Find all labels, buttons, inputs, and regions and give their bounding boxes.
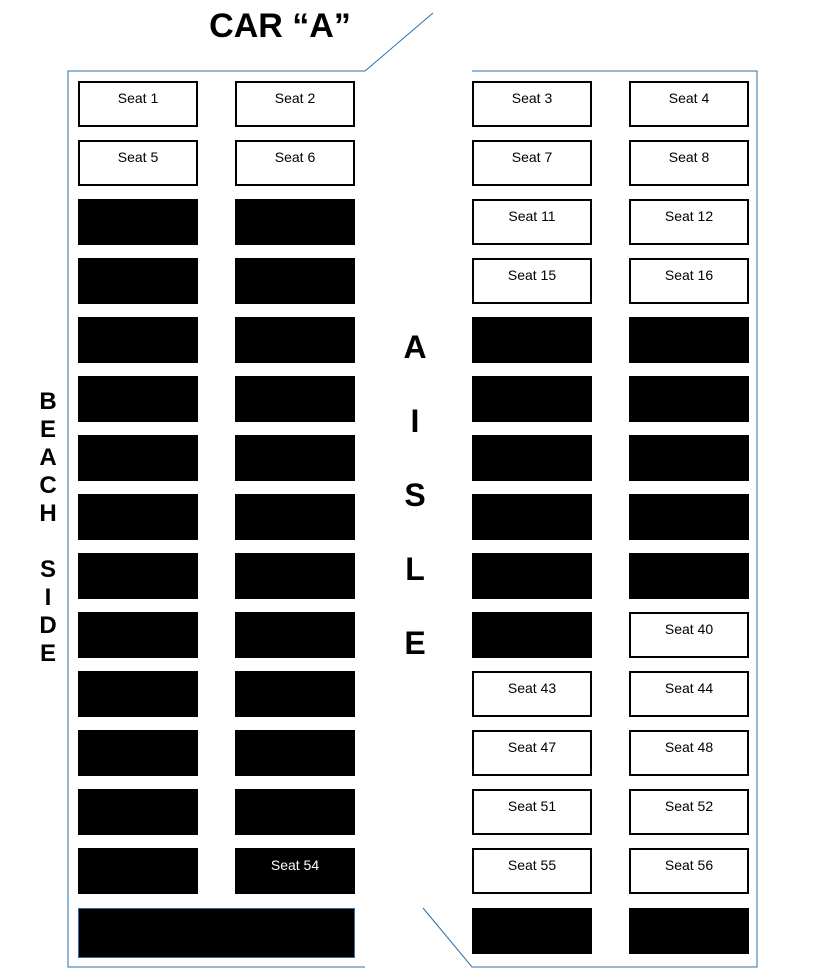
seat-taken[interactable] <box>629 553 749 599</box>
vertical-letter: D <box>39 612 57 639</box>
seat-44[interactable]: Seat 44 <box>629 671 749 717</box>
seat-15[interactable]: Seat 15 <box>472 258 592 304</box>
seat-taken[interactable] <box>78 494 198 540</box>
seat-taken[interactable] <box>78 612 198 658</box>
seat-taken[interactable] <box>235 494 355 540</box>
vertical-letter: S <box>39 556 56 583</box>
seat-taken[interactable] <box>78 258 198 304</box>
seat-5[interactable]: Seat 5 <box>78 140 198 186</box>
vertical-letter: E <box>404 625 426 661</box>
vertical-letter: A <box>39 444 57 471</box>
seat-taken[interactable] <box>472 317 592 363</box>
seat-taken[interactable] <box>629 317 749 363</box>
seat-47[interactable]: Seat 47 <box>472 730 592 776</box>
seat-taken[interactable] <box>235 258 355 304</box>
seat-taken[interactable] <box>472 494 592 540</box>
vertical-letter: L <box>405 551 425 587</box>
seat-taken[interactable] <box>78 317 198 363</box>
seat-taken[interactable] <box>472 612 592 658</box>
seat-taken[interactable] <box>629 494 749 540</box>
seat-40[interactable]: Seat 40 <box>629 612 749 658</box>
seat-taken[interactable] <box>235 671 355 717</box>
vertical-letter: S <box>404 477 426 513</box>
seat-taken[interactable] <box>235 789 355 835</box>
seat-51[interactable]: Seat 51 <box>472 789 592 835</box>
seat-55[interactable]: Seat 55 <box>472 848 592 894</box>
vertical-letter: H <box>39 500 57 527</box>
seat-taken[interactable] <box>78 848 198 894</box>
seat-11[interactable]: Seat 11 <box>472 199 592 245</box>
vertical-letter: A <box>403 329 427 365</box>
seat-taken[interactable] <box>78 730 198 776</box>
seat-16[interactable]: Seat 16 <box>629 258 749 304</box>
seat-taken[interactable] <box>629 376 749 422</box>
seat-43[interactable]: Seat 43 <box>472 671 592 717</box>
seat-taken[interactable] <box>235 317 355 363</box>
seat-1[interactable]: Seat 1 <box>78 81 198 127</box>
bench-seat[interactable] <box>78 908 355 958</box>
seat-2[interactable]: Seat 2 <box>235 81 355 127</box>
seat-taken[interactable] <box>235 730 355 776</box>
seat-taken[interactable] <box>235 435 355 481</box>
seat-taken[interactable] <box>235 376 355 422</box>
seat-taken[interactable] <box>78 553 198 599</box>
seat-taken[interactable] <box>78 435 198 481</box>
seat-taken[interactable] <box>235 199 355 245</box>
seat-4[interactable]: Seat 4 <box>629 81 749 127</box>
vertical-letter: C <box>39 472 57 499</box>
vertical-letter: E <box>39 416 56 443</box>
seat-taken[interactable] <box>78 671 198 717</box>
seat-7[interactable]: Seat 7 <box>472 140 592 186</box>
seat-taken[interactable] <box>78 376 198 422</box>
seat-56[interactable]: Seat 56 <box>629 848 749 894</box>
seat-taken[interactable] <box>235 612 355 658</box>
seat-taken[interactable] <box>629 908 749 954</box>
seat-taken[interactable] <box>78 789 198 835</box>
vertical-letter: E <box>39 640 56 667</box>
seat-3[interactable]: Seat 3 <box>472 81 592 127</box>
seat-taken[interactable] <box>472 908 592 954</box>
seat-taken[interactable] <box>235 553 355 599</box>
seat-taken[interactable] <box>78 199 198 245</box>
car-title: CAR “A” <box>209 7 351 45</box>
seat-6[interactable]: Seat 6 <box>235 140 355 186</box>
seat-52[interactable]: Seat 52 <box>629 789 749 835</box>
seat-54[interactable]: Seat 54 <box>235 848 355 894</box>
seat-12[interactable]: Seat 12 <box>629 199 749 245</box>
seat-taken[interactable] <box>472 376 592 422</box>
seat-8[interactable]: Seat 8 <box>629 140 749 186</box>
vertical-letter: I <box>44 584 52 611</box>
seat-taken[interactable] <box>629 435 749 481</box>
vertical-letter: B <box>39 388 57 415</box>
vertical-letter: I <box>410 403 420 439</box>
seat-48[interactable]: Seat 48 <box>629 730 749 776</box>
seat-taken[interactable] <box>472 435 592 481</box>
seat-taken[interactable] <box>472 553 592 599</box>
